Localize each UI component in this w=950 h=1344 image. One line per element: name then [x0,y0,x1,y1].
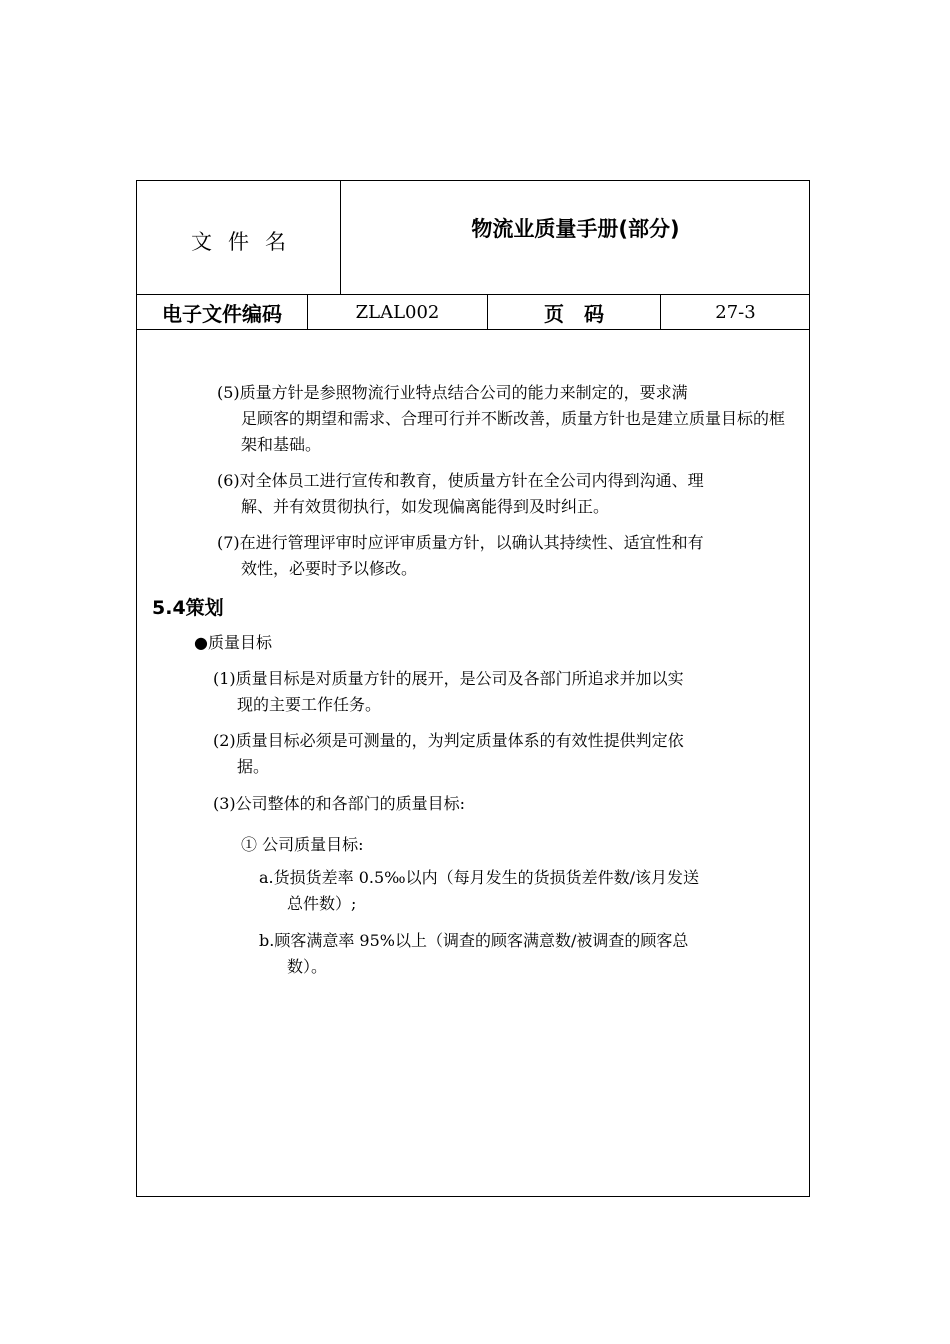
list-item: (5)质量方针是参照物流行业特点结合公司的能力来制定的，要求满 足顾客的期望和需求、合理可行并不断改善，质量方针也是建立质量目标的框架和基础。 [217,383,786,454]
header-row-meta [137,295,809,330]
list-item: (1)质量目标是对质量方针的展开，是公司及各部门所追求并加以实 现的主要工作任务。 [213,669,684,714]
list-item: a.货损货差率 0.5‰以内（每月发生的货损货差件数/该月发送 总件数）; [259,868,700,913]
list-item: b.顾客满意率 95%以上（调查的顾客满意数/被调查的顾客总 数）。 [259,931,689,976]
filename-label: 文件名 [137,181,341,294]
document-frame [136,180,810,1197]
list-item: (2)质量目标必须是可测量的，为判定质量体系的有效性提供判定依 据。 [213,731,684,776]
file-code-value: ZLAL002 [308,295,488,329]
page-number: 27-3 [715,301,756,323]
list-item: (7)在进行管理评审时应评审质量方针，以确认其持续性、适宜性和有 效性，必要时予以修改。 [217,533,704,578]
list-item: (3)公司整体的和各部门的质量目标: [213,794,466,813]
page-label: 页码 [488,295,661,329]
header-row-title [137,181,809,295]
sub-heading: ① 公司质量目标: [241,835,364,854]
section-heading: 5.4策划 [152,597,224,619]
file-code-label: 电子文件编码 [137,295,308,329]
list-item: (6)对全体员工进行宣传和教育，使质量方针在全公司内得到沟通、理 解、并有效贯彻执行，如发现偏离能得到及时纠正。 [217,471,704,516]
bullet-heading: ●质量目标 [194,633,272,652]
document-title: 物流业质量手册(部分) [471,217,680,241]
